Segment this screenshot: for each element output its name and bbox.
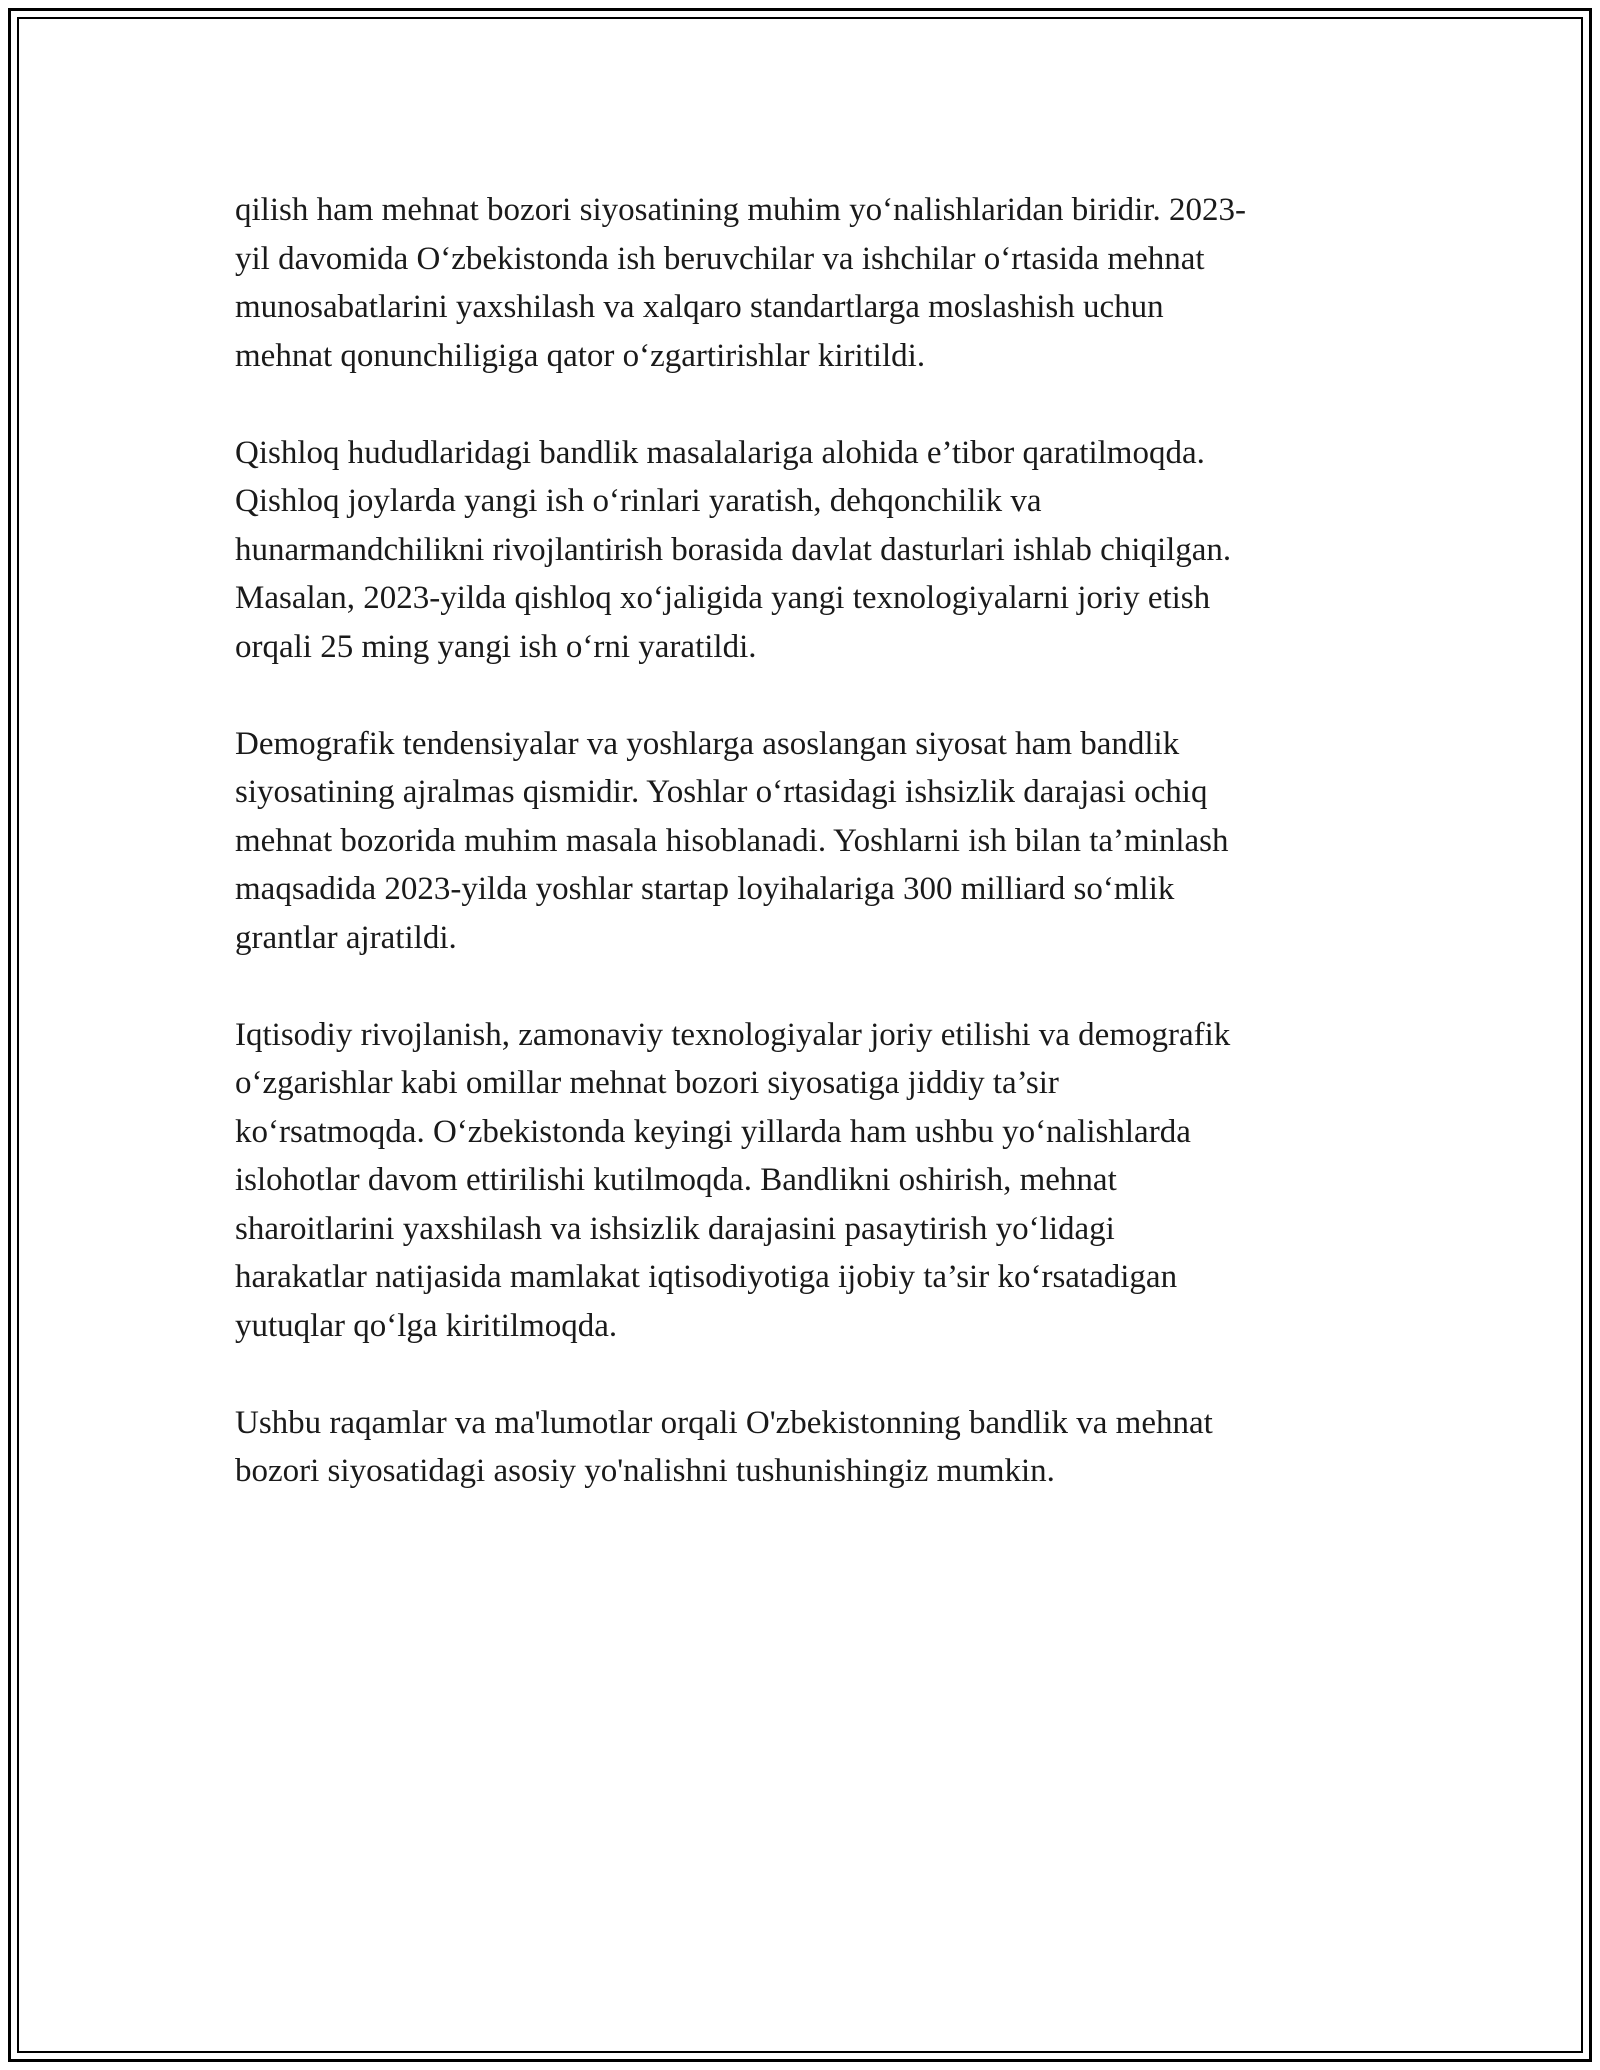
text-line: hunarmandchilikni rivojlantirish borasida davlat dasturlari ishlab chiqilgan. xyxy=(235,531,1232,568)
text-line: Iqtisodiy rivojlanish, zamonaviy texnologiyalar joriy etilishi va demografik xyxy=(235,1016,1231,1053)
text-line: Qishloq hududlaridagi bandlik masalalariga alohida e’tibor qaratilmoqda. xyxy=(235,434,1205,471)
text-line: harakatlar natijasida mamlakat iqtisodiyotiga ijobiy ta’sir ko‘rsatadigan xyxy=(235,1259,1178,1295)
text-line: maqsadida 2023-yilda yoshlar startap loyihalariga 300 milliard so‘mlik xyxy=(235,871,1175,907)
paragraph xyxy=(235,429,1375,672)
text-line: mehnat qonunchiligiga qator o‘zgartirishlar kiritildi. xyxy=(235,337,926,374)
text-line: yutuqlar qo‘lga kiritilmoqda. xyxy=(235,1307,618,1344)
text-line: siyosatining ajralmas qismidir. Yoshlar o‘rtasidagi ishsizlik darajasi ochiq xyxy=(235,774,1208,810)
paragraph xyxy=(235,720,1375,963)
paragraph xyxy=(235,1399,1375,1496)
text-line: o‘zgarishlar kabi omillar mehnat bozori siyosatiga jiddiy ta’sir xyxy=(235,1065,1059,1101)
document-body xyxy=(235,186,1375,1544)
text-line: ko‘rsatmoqda. O‘zbekistonda keyingi yillarda ham ushbu yo‘nalishlarda xyxy=(235,1113,1191,1150)
text-line: Masalan, 2023-yilda qishloq xo‘jaligida yangi texnologiyalarni joriy etish xyxy=(235,580,1211,616)
text-line: sharoitlarini yaxshilash va ishsizlik darajasini pasaytirish yo‘lidagi xyxy=(235,1210,1115,1247)
text-line: Qishloq joylarda yangi ish o‘rinlari yaratish, dehqonchilik va xyxy=(235,483,1042,519)
text-line: Demografik tendensiyalar va yoshlarga asoslangan siyosat ham bandlik xyxy=(235,725,1180,762)
text-line: yil davomida O‘zbekistonda ish beruvchilar va ishchilar o‘rtasida mehnat xyxy=(235,240,1205,277)
text-line: mehnat bozorida muhim masala hisoblanadi. Yoshlarni ish bilan ta’minlash xyxy=(235,822,1229,859)
text-line: bozori siyosatidagi asosiy yo'nalishni tushunishingiz mumkin. xyxy=(235,1453,1055,1489)
text-line: qilish ham mehnat bozori siyosatining muhim yo‘nalishlaridan biridir. 2023- xyxy=(235,192,1246,228)
paragraph xyxy=(235,1011,1375,1351)
text-line: Ushbu raqamlar va ma'lumotlar orqali O'zbekistonning bandlik va mehnat xyxy=(235,1404,1213,1441)
paragraph xyxy=(235,186,1375,380)
text-line: orqali 25 ming yangi ish o‘rni yaratildi. xyxy=(235,628,757,665)
text-line: grantlar ajratildi. xyxy=(235,919,457,956)
text-line: islohotlar davom ettirilishi kutilmoqda. Bandlikni oshirish, mehnat xyxy=(235,1162,1117,1198)
text-line: munosabatlarini yaxshilash va xalqaro standartlarga moslashish uchun xyxy=(235,289,1164,325)
